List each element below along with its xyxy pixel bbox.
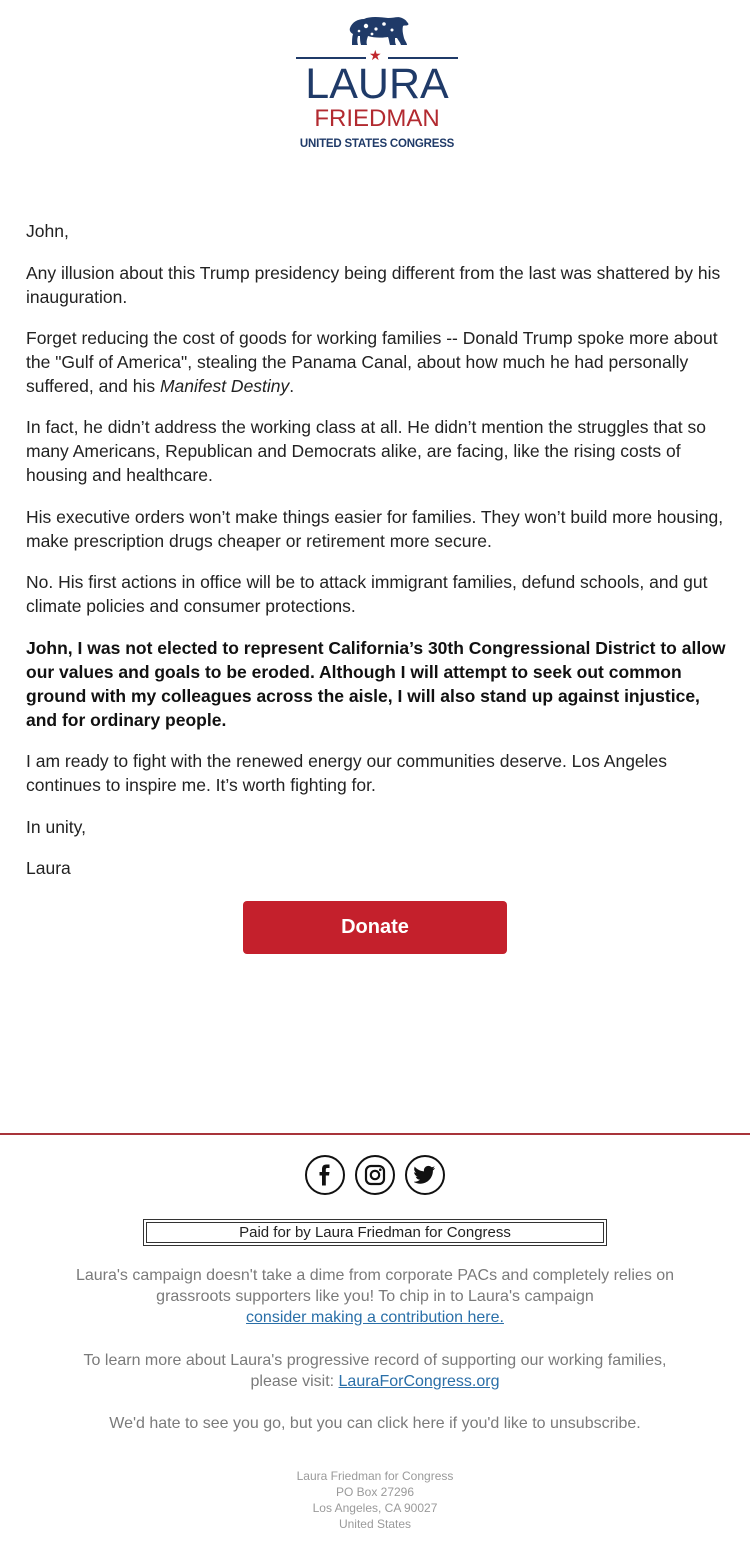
letter-paragraph-2: Forget reducing the cost of goods for working families -- Donald Trump spoke more about the "Gulf of America", stealing the Panama Canal, about how much he had personally suffered, and his Manifest Destiny. — [26, 328, 718, 396]
letter-paragraph-5: No. His first actions in office will be to attack immigrant families, defund schools, and gut climate policies and consumer protections. — [26, 572, 708, 616]
logo-rule-right — [388, 57, 458, 59]
star-icon: ★ — [369, 47, 382, 63]
address-line: Los Angeles, CA 90027 — [312, 1501, 438, 1515]
footer-divider — [0, 1133, 750, 1135]
mailing-address — [225, 1468, 525, 1532]
logo-subtitle: UNITED STATES CONGRESS — [299, 138, 455, 150]
paid-for-text: Paid for by Laura Friedman for Congress — [146, 1222, 604, 1243]
manifest-destiny-emphasis: Manifest Destiny — [159, 376, 290, 396]
campaign-logo — [296, 14, 458, 154]
footer-learn-paragraph: To learn more about Laura's progressive record of supporting our working families, please visit: LauraForCongress.org — [83, 1352, 667, 1390]
letter-paragraph-3: In fact, he didn’t address the working class at all. He didn’t mention the struggles that so many Americans, Republican and Democrats alike, are facing, like the rising costs of housing and healthcare. — [26, 417, 706, 485]
paid-for-disclaimer — [143, 1219, 607, 1246]
donate-button[interactable]: Donate — [243, 901, 507, 954]
unsubscribe-text[interactable]: We'd hate to see you go, but you can click here if you'd like to unsubscribe. — [109, 1415, 641, 1432]
logo-rule-left — [296, 57, 366, 59]
footer-pacs-paragraph: Laura's campaign doesn't take a dime from corporate PACs and completely relies on grassroots supporters like you! To chip in to Laura's campaign consider making a contribution here. — [75, 1267, 675, 1326]
contribution-link[interactable]: consider making a contribution here. — [246, 1309, 504, 1326]
logo-name-first: LAURA — [305, 60, 449, 108]
address-line: Laura Friedman for Congress — [296, 1469, 454, 1483]
twitter-icon[interactable] — [405, 1155, 445, 1195]
letter-paragraph-bold: John, I was not elected to represent California’s 30th Congressional District to allow our values and goals to be eroded. Although I will attempt to seek out common ground with my colleagues across the aisle, I will also stand up against injustice, and for ordinary people. — [26, 638, 726, 730]
instagram-icon[interactable] — [355, 1155, 395, 1195]
bear-icon — [346, 14, 410, 48]
letter-signature: Laura — [26, 858, 71, 878]
letter-paragraph-1: Any illusion about this Trump presidency being different from the last was shattered by his inauguration. — [26, 263, 721, 307]
letter-paragraph-4: His executive orders won’t make things easier for families. They won’t build more housing, make prescription drugs cheaper or retirement more secure. — [26, 507, 724, 551]
letter-paragraph-7: I am ready to fight with the renewed energy our communities deserve. Los Angeles continues to inspire me. It’s worth fighting for. — [26, 751, 668, 795]
facebook-icon[interactable] — [305, 1155, 345, 1195]
logo-name-last: FRIEDMAN — [314, 105, 440, 132]
letter-greeting: John, — [26, 221, 69, 241]
address-line: United States — [338, 1517, 412, 1531]
website-link[interactable]: LauraForCongress.org — [338, 1373, 500, 1390]
letter-closing: In unity, — [26, 817, 86, 837]
address-line: PO Box 27296 — [335, 1485, 415, 1499]
